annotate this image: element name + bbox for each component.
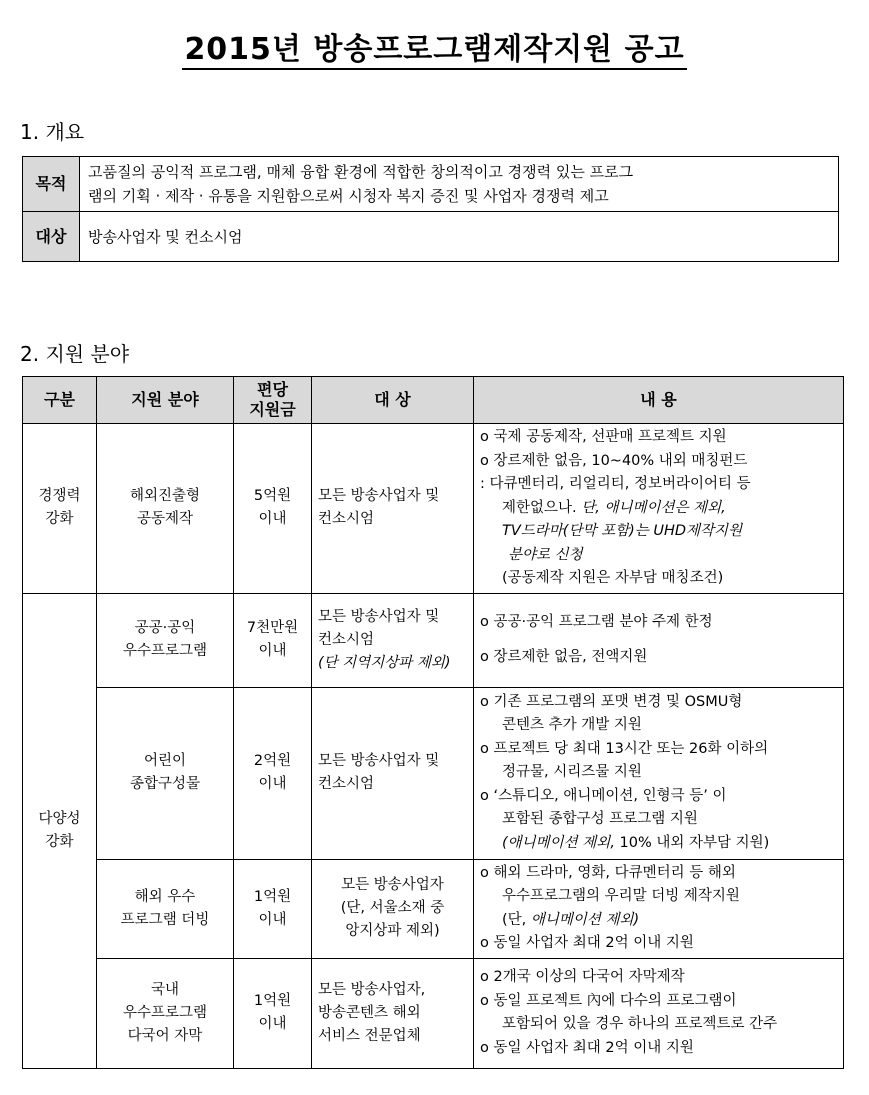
field-cell: 해외진출형 공동제작 [97,424,234,594]
amount-cell: 1억원 이내 [234,958,312,1068]
row-label-purpose: 목적 [23,157,80,212]
target-cell: 모든 방송사업자 및 컨소시엄 [312,424,474,594]
content-cell: o 2개국 이상의 다국어 자막제작 o 동일 프로젝트 內에 다수의 프로그램이 포함되어 있을 경우 하나의 프로젝트로 간주 o 동일 사업자 최대 2억 이내 지원 [474,958,844,1068]
field-cell: 국내 우수프로그램 다국어 자막 [97,958,234,1068]
target-cell: 모든 방송사업자 및 컨소시엄 (단 지역지상파 제외) [312,593,474,687]
content-cell: o 기존 프로그램의 포맷 변경 및 OSMU형 콘텐츠 추가 개발 지원 o 프로젝트 당 최대 13시간 또는 26화 이하의 정규물, 시리즈물 지원 o ‘스튜디오, 애니메이션, 인형극 등’ 이 포함된 종합구성 프로그램 지원 (애니메이션 제외, 10% 내외 자부담 지원) [474,687,844,859]
table-row [23,212,839,262]
table-row [23,958,844,1068]
amount-cell: 1억원 이내 [234,859,312,958]
section-heading-overview: 1. 개요 [20,120,85,144]
content-cell: o 해외 드라마, 영화, 다큐멘터리 등 해외 우수프로그램의 우리말 더빙 제작지원 (단, 애니메이션 제외) o 동일 사업자 최대 2억 이내 지원 [474,859,844,958]
section-heading-support-fields: 2. 지원 분야 [20,342,130,366]
category-competitiveness: 경쟁력 강화 [23,424,97,594]
header-category: 구분 [23,377,97,424]
target-cell: 모든 방송사업자 (단, 서울소재 중 앙지상파 제외) [312,859,474,958]
header-amount: 편당 지원금 [234,377,312,424]
support-fields-table [22,376,844,1069]
amount-cell: 5억원 이내 [234,424,312,594]
content-cell: o 공공·공익 프로그램 분야 주제 한정 o 장르제한 없음, 전액지원 [474,593,844,687]
content-cell: o 국제 공동제작, 선판매 프로젝트 지원 o 장르제한 없음, 10~40% 내외 매칭펀드 : 다큐멘터리, 리얼리티, 정보버라이어티 등 제한없으나. 단, 애니메이션은 제외, TV드라마(단막 포함)는 UHD제작지원 분야로 신청 (공동제작 지원은 자부담 매칭조건) [474,424,844,594]
header-target: 대 상 [312,377,474,424]
header-field: 지원 분야 [97,377,234,424]
field-cell: 해외 우수 프로그램 더빙 [97,859,234,958]
table-row [23,424,844,594]
purpose-text: 고품질의 공익적 프로그램, 매체 융합 환경에 적합한 창의적이고 경쟁력 있는 프로그 램의 기획 · 제작 · 유통을 지원함으로써 시청자 복지 증진 및 사업자 경쟁력 제고 [80,157,839,212]
table-row [23,859,844,958]
table-row [23,593,844,687]
amount-cell: 7천만원 이내 [234,593,312,687]
row-label-target: 대상 [23,212,80,262]
amount-cell: 2억원 이내 [234,687,312,859]
header-content: 내 용 [474,377,844,424]
target-text: 방송사업자 및 컨소시엄 [80,212,839,262]
category-diversity: 다양성 강화 [23,593,97,1068]
overview-table [22,156,839,262]
target-cell: 모든 방송사업자, 방송콘텐츠 해외 서비스 전문업체 [312,958,474,1068]
table-row [23,687,844,859]
table-row [23,157,839,212]
field-cell: 어린이 종합구성물 [97,687,234,859]
target-cell: 모든 방송사업자 및 컨소시엄 [312,687,474,859]
page-title: 2015년 방송프로그램제작지원 공고 [0,24,869,68]
field-cell: 공공·공익 우수프로그램 [97,593,234,687]
table-header-row [23,377,844,424]
